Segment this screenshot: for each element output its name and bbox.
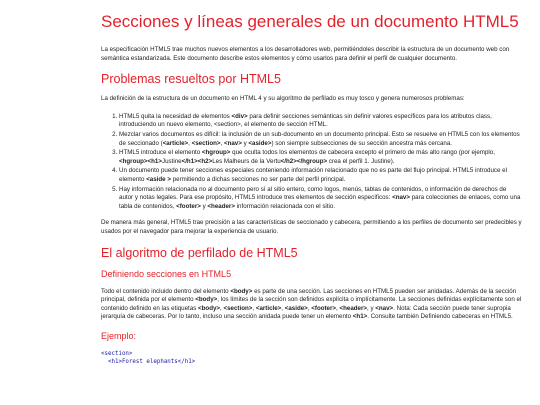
text: permitiendo a dichas secciones no ser parte del perfil principal.: [170, 175, 346, 183]
text: ,: [188, 139, 192, 147]
text: para colecciones de enlaces, como una tabla de contenidos,: [119, 194, 521, 210]
tag-label: <footer>: [311, 304, 337, 312]
list-item: [119, 186, 522, 212]
text: Justine: [161, 157, 182, 165]
tag-label: <footer>: [176, 202, 201, 210]
intro-paragraph: La especificación HTML5 trae muchos nuevos elementos a los desarrolladores web, permitiéndoles describir la estructura de un documento web con semántica estandarizada. Este documento describe estos elementos y cómo usarlos para definir el perfil de cualquier documento.: [101, 46, 510, 62]
text: ,: [307, 304, 312, 312]
code-line: <h1>Forest elephants</h1>: [101, 358, 196, 365]
code-example: [101, 350, 522, 366]
list-item: [119, 167, 522, 184]
section-heading-algorithm: El algoritmo de perfilado de HTML5: [101, 245, 298, 260]
tag-label: <aside>: [248, 139, 272, 147]
problems-lead-paragraph: La definición de la estructura de un documento en HTML 4 y su algoritmo de perfilado es muy tosco y genera numerosos problemas:: [101, 95, 465, 103]
tag-label: <article>: [162, 139, 189, 147]
section-heading-problems: Problemas resueltos por HTML5: [101, 72, 281, 87]
page-title: Secciones y líneas generales de un documento HTML5: [101, 12, 519, 31]
tag-label: <h1>: [352, 313, 368, 321]
tag-label: <section>: [191, 139, 221, 147]
tag-label: <body>: [198, 304, 221, 312]
text: que oculta todos los elementos de cabecera excepto el primero de más alto rango (por ejemplo,: [230, 149, 495, 157]
text: ,: [220, 139, 224, 147]
list-item: [119, 113, 522, 130]
text: Hay información relacionada no al documento pero sí al sitio entero, como logos, menús, tablas de contenidos, o información de derechos de autor y notas legales. Para ese propósito, HTML5 introduce tres elementos de sección específicos:: [119, 185, 507, 202]
text: HTML5 quita la necesidad de elementos: [119, 112, 232, 120]
subheading-defining-sections: Definiendo secciones en HTML5: [101, 268, 232, 279]
text: y: [241, 139, 249, 147]
text: , los límites de la sección son definidos explícita o implícitamente. La secciones definidas explícitamente son el contenido definido en las etiquetas: [101, 296, 522, 312]
text: . Consulte también Definiendo cabeceras en HTML5.: [367, 313, 513, 321]
tag-label: <hgroup><h1>: [119, 157, 162, 165]
text: para definir secciones semánticas sin definir valores específicos para los atributos class, introduciendo un nuevo elemento, <section>, el elemento de sección HTML.: [119, 112, 492, 129]
text: y: [200, 202, 208, 210]
tag-label: <div>: [231, 112, 248, 120]
text: ) son siempre subsecciones de su sección ancestra más cercana.: [271, 139, 453, 147]
tag-label: <hgroup>: [201, 149, 231, 157]
problems-closing-paragraph: De manera más general, HTML5 trae precisión a las características de seccionado y cabecera, permitiendo a los perfiles de documento ser predecibles y usados por el navegador para mejorar la experiencia de usuario.: [101, 219, 522, 235]
tag-label: <article>: [255, 304, 282, 312]
problems-list: [101, 113, 522, 212]
code-line: <section>: [101, 350, 133, 357]
sections-paragraph: [101, 288, 522, 322]
list-item: [119, 149, 522, 166]
tag-label: <aside >: [146, 175, 171, 183]
text: es parte de una sección. Las secciones en HTML5 pueden ser anidadas. Además de la sección principal, definida por el elemento: [101, 287, 517, 304]
text: Mezclar varios documentos es difícil: la inclusión de un sub-documento en un documento principal. Esto se resuelve en HTML5 con los elementos de seccionado (: [119, 130, 520, 147]
text: ,: [336, 304, 340, 312]
example-heading: Ejemplo:: [101, 330, 137, 341]
text: , y: [367, 304, 376, 312]
tag-label: <body>: [195, 296, 218, 304]
list-item: [119, 131, 522, 148]
tag-label: <header>: [339, 304, 368, 312]
text: información relacionada con el sitio.: [234, 202, 336, 210]
text: crea el perfil 1. Justine).: [327, 157, 395, 165]
tag-label: </h1><h2>: [181, 157, 213, 165]
text: HTML5 introduce el elemento: [119, 149, 202, 157]
text: ,: [220, 304, 224, 312]
tag-label: <section>: [223, 304, 253, 312]
tag-label: <nav>: [392, 194, 410, 202]
tag-label: <aside>: [284, 304, 308, 312]
tag-label: </h2></hgroup>: [280, 157, 328, 165]
tag-label: <body>: [230, 287, 253, 295]
text: Todo el contenido incluido dentro del elemento: [101, 287, 231, 295]
text: Les Malheurs de la Vertu: [212, 157, 281, 165]
tag-label: <header>: [207, 202, 235, 210]
text: ,: [281, 304, 285, 312]
text: ,: [252, 304, 256, 312]
tag-label: <nav>: [223, 139, 242, 147]
text: . Nota: Cada sección puede tener supropia jerarquía de cabeceras. Por lo tanto, incluso una sección anidada puede tener un elemento: [101, 304, 511, 321]
text: Un documento puede tener secciones especiales conteniendo información relacionado que no es parte del flujo principal. HTML5 introduce el elemento: [119, 167, 507, 183]
tag-label: <nav>: [375, 304, 394, 312]
